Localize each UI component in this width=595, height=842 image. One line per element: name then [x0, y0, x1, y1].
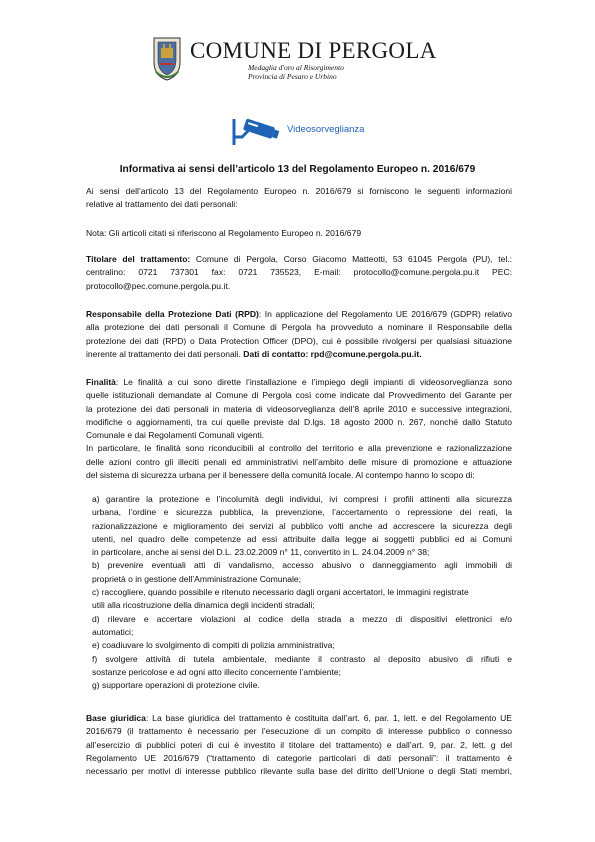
dpo-line: alla protezione dei dati personali il Comune di Pergola ha provveduto a nominare il Responsabile della: [86, 322, 512, 333]
municipality-subtitle: Medaglia d'oro al Risorgimento: [248, 63, 344, 72]
dpo-line: protezione dei dati (RPD) o Data Protection Officer (DPO), cui è possibile rivolgersi per qualsiasi situazione: [86, 335, 512, 346]
legal-basis-label: Base giuridica: [86, 713, 146, 723]
purposes-line: la protezione dei dati personali in materia di videosorveglianza dell’8 aprile 2010 e successive integrazioni,: [86, 403, 512, 414]
note-text: Nota: Gli articoli citati si riferiscono al Regolamento Europeo n. 2016/679: [86, 228, 362, 238]
dpo-paragraph: [86, 308, 512, 361]
purposes-line: del sistema di sicurezza urbana per il benessere della comunità locale. Al contempo hanno lo scopo di:: [86, 470, 475, 481]
intro-line: relative al trattamento dei dati personali:: [86, 199, 238, 210]
purposes-line: delle azioni contro gli illeciti penali ed amministrativi nell’ambito delle misure di promozione e attuazione: [86, 456, 512, 467]
dpo-contact: Dati di contatto: rpd@comune.pergola.pu.it.: [243, 348, 422, 359]
list-item: e) coadiuvare lo svolgimento di compiti di polizia amministrativa;: [92, 640, 335, 651]
controller-line: [86, 253, 512, 266]
dpo-text: inerente al trattamento dei dati personali.: [86, 348, 244, 359]
coat-of-arms-icon: [150, 36, 184, 82]
list-item: c) raccogliere, quando possibile e ritenuto necessario dagli organi accertatori, le immagini registrate: [92, 587, 469, 598]
purposes-line: In particolare, le finalità sono riconducibili al controllo del territorio e alla prevenzione e razionalizzazione: [86, 443, 512, 454]
legal-basis-line: 2016/679 (il trattamento è necessario per l’esecuzione di un compito di interesse pubblico o connesso: [86, 726, 512, 737]
legal-basis-line: Regolamento UE 2016/679 (“trattamento di categorie particolari di dati personali”: il trattamento è: [86, 752, 512, 763]
legal-basis-line: [86, 712, 512, 725]
list-item: in particolare, anche ai sensi del D.L. 23.02.2009 n° 11, convertito in L. 24.04.2009 n° 38;: [92, 547, 430, 558]
list-item: proprietà o in gestione dell’Amministrazione Comunale;: [92, 573, 302, 584]
dpo-text: : In applicazione del Regolamento UE 2016/679 (GDPR) relativo: [258, 309, 512, 319]
videosurveillance-label: Videosorveglianza: [287, 124, 365, 135]
list-item: d) rilevare e accertare violazioni al codice della strada a mezzo di dispositivi elettronici e/o: [92, 613, 512, 624]
list-item: urbana, l’ordine e sicurezza pubblica, la prevenzione, l’accertamento o repressione dei reati, la: [92, 507, 512, 518]
intro-paragraph: [86, 185, 512, 212]
legal-basis-line: necessario per motivi di interesse pubblico rilevante sulla base del diritto dell’Unione o degli Stati membri,: [86, 766, 512, 777]
controller-label: Titolare del trattamento:: [86, 254, 191, 264]
controller-paragraph: [86, 253, 512, 293]
list-item: sostanze pericolose e ad ogni atto illecito concernente l’ambiente;: [92, 666, 341, 677]
note-paragraph: [86, 227, 512, 240]
dpo-line: [86, 348, 512, 361]
legal-basis-text: : La base giuridica del trattamento è costituita dall’art. 6, par. 1, lett. e del Regolamento UE: [145, 713, 512, 723]
legal-basis-paragraph: [86, 712, 512, 778]
list-item: utili alla ricostruzione della dinamica degli incidenti stradali;: [92, 600, 315, 611]
list-item: a) garantire la protezione e l’incolumità degli individui, ivi compresi i profili attinenti alla sicurezza: [92, 494, 512, 504]
legal-basis-line: all’esercizio di pubblici poteri di cui è investito il titolare del trattamento) e dall’art. 9, par. 2, lett. g del: [86, 739, 512, 750]
list-item: b) prevenire eventuali atti di vandalismo, accesso abusivo o danneggiamento agli immobili di: [92, 560, 512, 571]
purposes-paragraph: [86, 376, 512, 482]
controller-line: centralino: 0721 737301 fax: 0721 735523, E-mail: protocollo@comune.pergola.pu.it PEC:: [86, 267, 512, 278]
list-item: f) svolgere attività di tutela ambientale, mediante il contrasto al deposito abusivo di rifiuti e: [92, 653, 512, 664]
list-item: razionalizzazione e miglioramento dei servizi al pubblico volti anche ad accrescere la sicurezza degli: [92, 520, 512, 531]
controller-address: Comune di Pergola, Corso Giacomo Matteotti, 53 61045 Pergola (PU), tel.:: [190, 254, 513, 264]
controller-line: protocollo@pec.comune.pergola.pu.it.: [86, 280, 231, 291]
purposes-line: quelle istituzionali demandate al Comune di Pergola così come indicate dal Provvedimento del Garante per: [86, 390, 512, 401]
security-camera-icon: [230, 115, 282, 149]
purposes-text: : Le finalità a cui sono dirette l’installazione e l’impiego degli impianti di videosorveglianza sono: [115, 377, 512, 387]
list-item: utenti, nel quadro delle competenze ad essi attribuite dalla legge ai soggetti pubblici ed ai Comuni: [92, 533, 512, 544]
list-item: g) supportare operazioni di protezione civile.: [92, 680, 260, 691]
purposes-line: Comunale e dai Regolamenti Comunali vigenti.: [86, 430, 265, 441]
purposes-list: [92, 493, 512, 692]
municipality-province: Provincia di Pesaro e Urbino: [248, 72, 337, 81]
municipality-name: COMUNE DI PERGOLA: [190, 38, 437, 63]
dpo-label: Responsabile della Protezione Dati (RPD): [86, 309, 259, 319]
dpo-line: [86, 308, 512, 321]
purposes-label: Finalità: [86, 377, 116, 387]
document-title: Informativa ai sensi dell’articolo 13 del Regolamento Europeo n. 2016/679: [119, 164, 476, 175]
intro-line: Ai sensi dell’articolo 13 del Regolamento Europeo n. 2016/679 si forniscono le seguenti informazioni: [86, 186, 512, 196]
purposes-line: [86, 376, 512, 389]
list-item: automatici;: [92, 626, 134, 637]
purposes-line: modifiche o aggiornamenti, tra cui quelle previste dal D.lgs. 18 agosto 2000 n. 267, nonché dallo Statuto: [86, 416, 512, 427]
